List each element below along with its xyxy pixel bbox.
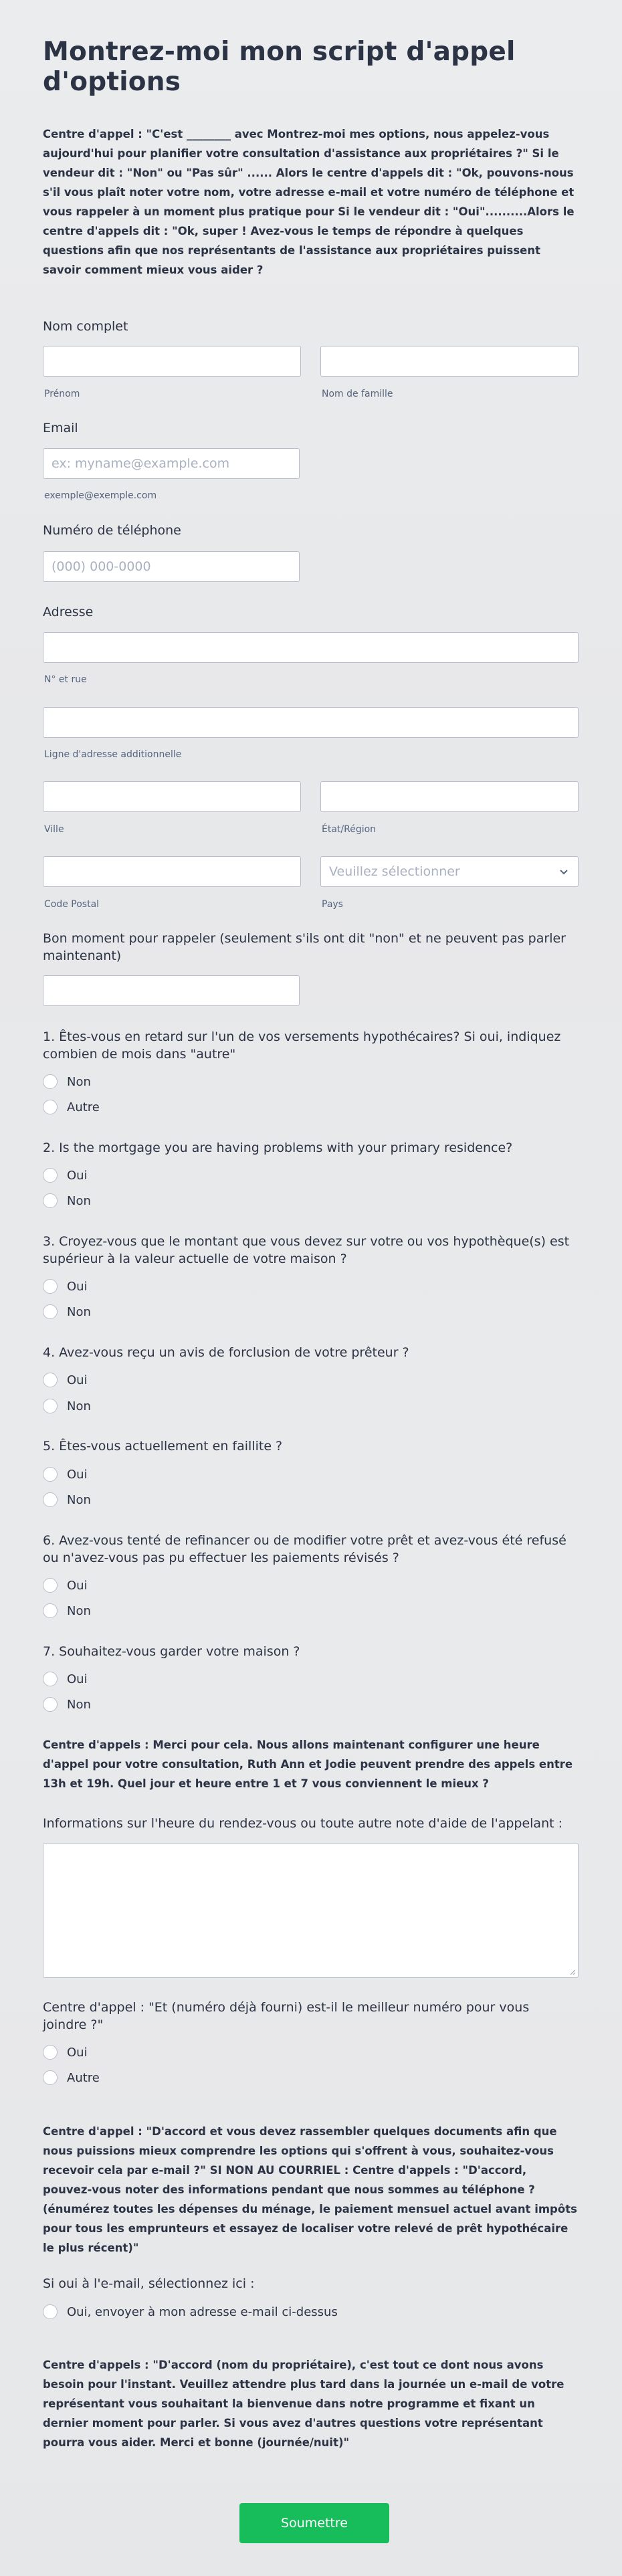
documents-text: Centre d'appel : "D'accord et vous devez rassembler quelques documents afin que nous puissions mieux comprendre les options qui s'offrent à vous, souhaitez-vous recevoir cela par e-mail ?" SI NON AU COURRIEL : Centre d'appels : "D'accord, pouvez-vous noter des informations pendant que nous sommes au téléphone ? (énumérez toutes les dépenses du ménage, le paiement mensuel actuel avant impôts pour tous les emprunteurs et essayez de localiser votre relevé de prêt hypothécaire le plus récent)" (43, 2125, 577, 2254)
question-3-label: 3. Croyez-vous que le montant que vous devez sur votre ou vos hypothèque(s) est supérieur à la valeur actuelle de votre maison ? (43, 1234, 570, 1266)
address-label: Adresse (43, 605, 94, 619)
email-sublabel: exemple@exemple.com (44, 490, 157, 501)
question-7-option-1[interactable]: Oui (43, 1670, 88, 1688)
question-1-label: 1. Êtes-vous en retard sur l'un de vos versements hypothécaires? Si oui, indiquez combien de mois dans "autre" (43, 1029, 561, 1062)
question-5-option-2[interactable]: Non (43, 1491, 91, 1508)
submit-button[interactable]: Soumettre (239, 2503, 389, 2543)
appointment-text: Centre d'appels : Merci pour cela. Nous allons maintenant configurer une heure d'appel pour votre consultation, Ruth Ann et Jodie peuvent prendre des appels entre 13h et 19h. Quel jour et heure entre 1 et 7 vous conviennent le mieux ? (43, 1739, 573, 1790)
question-2-option-1[interactable]: Oui (43, 1167, 88, 1184)
radio-button[interactable] (43, 1193, 58, 1208)
street2-input[interactable] (43, 707, 579, 738)
city-sublabel: Ville (44, 824, 64, 835)
question-7-option-2[interactable]: Non (43, 1696, 91, 1713)
best-number-option-1[interactable]: Oui (43, 2044, 88, 2061)
radio-button[interactable] (43, 2304, 58, 2319)
intro-text: Centre d'appel : "C'est ________ avec Montrez-moi mes options, nous appelez-vous aujourd'hui pour planifier votre consultation d'assistance aux propriétaires ?" Si le vendeur dit : "Non" ou "Pas sûr" ...... Alors le centre d'appels dit : "Ok, pouvons-nous s'il vous plaît noter votre nom, votre adresse e-mail et votre numéro de téléphone et vous rappeler à un moment plus pratique pour Si le vendeur dit : "Oui"..........Alors le centre d'appels dit : "Ok, super ! Avez-vous le temps de répondre à quelques questions afin que nos représentants de l'assistance aux propriétaires puissent savoir comment mieux vous aider ? (43, 128, 575, 276)
last-name-input[interactable] (320, 346, 579, 377)
radio-button[interactable] (43, 1492, 58, 1507)
best-number-option-2[interactable]: Autre (43, 2069, 100, 2086)
closing-text: Centre d'appels : "D'accord (nom du propriétaire), c'est tout ce dont nous avons besoin pour l'instant. Veuillez attendre plus tard dans la journée un e-mail de votre représentant vous souhaitant la bienvenue dans notre programme et fixant un dernier moment pour parler. Si vous avez d'autres questions votre représentant pourra vous aider. Merci et bonne (journée/nuit)" (43, 2359, 564, 2449)
radio-button[interactable] (43, 1603, 58, 1618)
email-choice-option[interactable]: Oui, envoyer à mon adresse e-mail ci-dessus (43, 2303, 338, 2320)
callback-input[interactable] (43, 975, 300, 1006)
first-name-sublabel: Prénom (44, 389, 80, 399)
question-3-option-2[interactable]: Non (43, 1303, 91, 1320)
chevron-down-icon (558, 866, 570, 878)
question-4-label: 4. Avez-vous reçu un avis de forclusion de votre prêteur ? (43, 1345, 409, 1360)
notes-textarea[interactable] (43, 1843, 579, 1978)
radio-button[interactable] (43, 1074, 58, 1089)
radio-button[interactable] (43, 1467, 58, 1482)
postal-sublabel: Code Postal (44, 899, 100, 910)
callback-label: Bon moment pour rappeler (seulement s'ils ont dit "non" et ne peuvent pas parler maintenant) (43, 931, 566, 963)
last-name-sublabel: Nom de famille (322, 389, 393, 399)
country-sublabel: Pays (322, 899, 343, 910)
radio-button[interactable] (43, 2045, 58, 2060)
email-input[interactable] (43, 448, 300, 479)
full-name-label: Nom complet (43, 319, 128, 334)
street2-sublabel: Ligne d'adresse additionnelle (44, 749, 182, 760)
city-input[interactable] (43, 781, 301, 812)
radio-button[interactable] (43, 1697, 58, 1712)
question-2-option-2[interactable]: Non (43, 1192, 91, 1209)
phone-input[interactable] (43, 551, 300, 582)
radio-button[interactable] (43, 1399, 58, 1413)
best-number-label: Centre d'appel : "Et (numéro déjà fourni) est-il le meilleur numéro pour vous joindre ?" (43, 2000, 530, 2032)
question-6-option-1[interactable]: Oui (43, 1577, 88, 1594)
question-5-option-1[interactable]: Oui (43, 1466, 88, 1483)
notes-label: Informations sur l'heure du rendez-vous ou toute autre note d'aide de l'appelant : (43, 1816, 562, 1831)
postal-input[interactable] (43, 856, 301, 887)
email-choice-label: Si oui à l'e-mail, sélectionnez ici : (43, 2276, 255, 2291)
radio-button[interactable] (43, 1373, 58, 1387)
first-name-input[interactable] (43, 346, 301, 377)
state-input[interactable] (320, 781, 579, 812)
question-5-label: 5. Êtes-vous actuellement en faillite ? (43, 1439, 283, 1454)
radio-button[interactable] (43, 1100, 58, 1114)
country-select[interactable] (320, 856, 579, 887)
question-3-option-1[interactable]: Oui (43, 1278, 88, 1295)
state-sublabel: État/Région (322, 824, 377, 835)
resize-grip-icon[interactable] (569, 1969, 576, 1975)
radio-button[interactable] (43, 1279, 58, 1294)
question-7-label: 7. Souhaitez-vous garder votre maison ? (43, 1644, 300, 1659)
question-6-label: 6. Avez-vous tenté de refinancer ou de modifier votre prêt et avez-vous été refusé ou n'avez-vous pas pu effectuer les paiements révisés ? (43, 1533, 566, 1565)
country-select-value: Veuillez sélectionner (329, 864, 460, 879)
radio-button[interactable] (43, 1304, 58, 1319)
form-title: Montrez-moi mon script d'appel d'options (43, 37, 516, 97)
radio-button[interactable] (43, 2070, 58, 2085)
street-sublabel: N° et rue (44, 674, 87, 685)
phone-label: Numéro de téléphone (43, 523, 181, 538)
email-label: Email (43, 421, 78, 435)
question-1-option-1[interactable]: Non (43, 1073, 91, 1090)
radio-button[interactable] (43, 1168, 58, 1183)
street-input[interactable] (43, 632, 579, 663)
radio-button[interactable] (43, 1578, 58, 1593)
question-4-option-2[interactable]: Non (43, 1397, 91, 1415)
question-6-option-2[interactable]: Non (43, 1602, 91, 1619)
question-4-option-1[interactable]: Oui (43, 1371, 88, 1389)
question-1-option-2[interactable]: Autre (43, 1098, 100, 1116)
question-2-label: 2. Is the mortgage you are having problems with your primary residence? (43, 1141, 513, 1155)
radio-button[interactable] (43, 1672, 58, 1686)
